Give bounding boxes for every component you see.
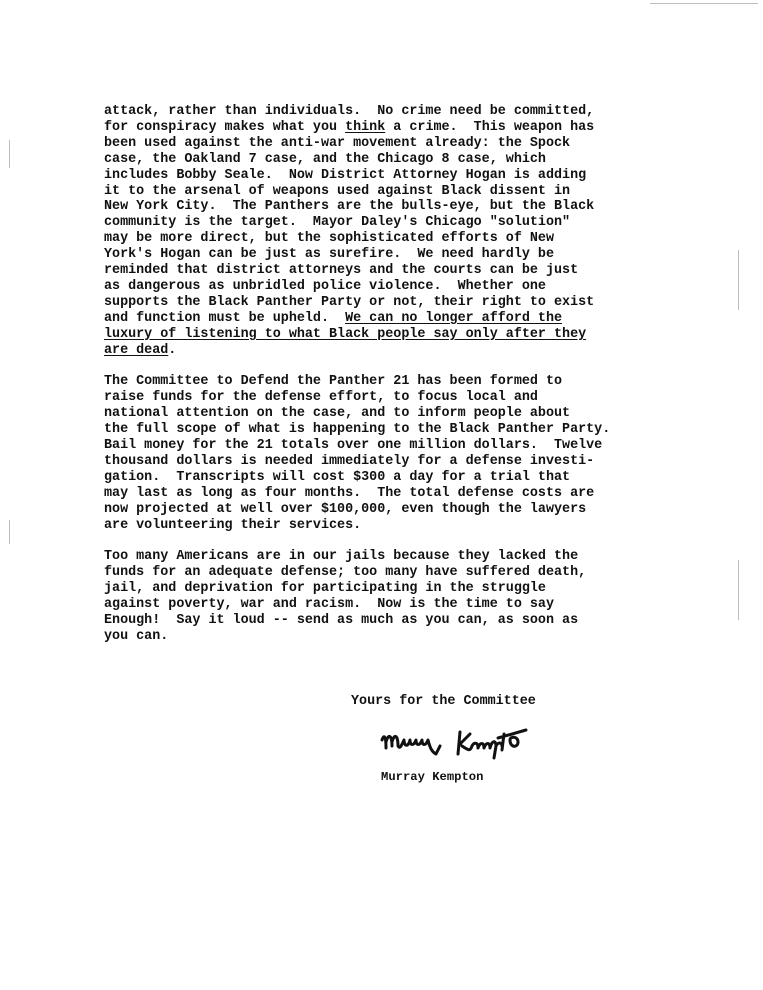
text-segment: and function must be upheld.: [104, 310, 346, 326]
text-line: [104, 343, 644, 359]
scan-edge-mark: [9, 520, 10, 544]
text-line: [104, 311, 644, 327]
text-line: may last as long as four months. The total defense costs are: [104, 485, 595, 501]
text-line: national attention on the case, and to inform people about: [104, 406, 571, 422]
paragraph-committee: [104, 374, 644, 533]
text-line: community is the target. Mayor Daley's Chicago "solution": [104, 215, 571, 231]
text-line: York's Hogan can be just as surefire. We need hardly be: [104, 247, 554, 263]
scan-edge-mark: [650, 3, 758, 4]
text-line: thousand dollars is needed immediately for a defense investi-: [104, 453, 595, 469]
text-line: been used against the anti-war movement already: the Spock: [104, 135, 571, 151]
text-line: raise funds for the defense effort, to focus local and: [104, 390, 538, 406]
underlined-phrase: We can no longer afford the: [345, 310, 563, 326]
text-line: reminded that district attorneys and the courts can be just: [104, 263, 579, 279]
paragraph-conspiracy: [104, 104, 644, 359]
text-line: [104, 120, 644, 136]
text-line: Bail money for the 21 totals over one million dollars. Twelve: [104, 438, 603, 454]
scan-edge-mark: [738, 250, 739, 310]
underlined-text-line: luxury of listening to what Black people say only after they: [104, 326, 587, 342]
closing-salutation: Yours for the Committee: [351, 694, 536, 709]
text-line: as dangerous as unbridled police violence. Whether one: [104, 278, 546, 294]
text-segment: a crime. This weapon has: [385, 119, 595, 135]
text-line: gation. Transcripts will cost $300 a day for a trial that: [104, 469, 571, 485]
text-segment: for conspiracy makes what you: [104, 119, 346, 135]
text-line: the full scope of what is happening to the Black Panther Party.: [104, 422, 611, 438]
text-line: jail, and deprivation for participating in the struggle: [104, 581, 546, 597]
scan-edge-mark: [738, 560, 739, 620]
text-line: you can.: [104, 628, 169, 644]
text-segment: .: [168, 342, 177, 358]
text-line: may be more direct, but the sophisticated efforts of New: [104, 231, 554, 247]
text-line: against poverty, war and racism. Now is the time to say: [104, 597, 554, 613]
signature-text: Murray Kempton: [378, 724, 385, 725]
paragraph-appeal: [104, 549, 644, 644]
text-line: attack, rather than individuals. No crime need be committed,: [104, 104, 595, 119]
handwritten-signature: [378, 724, 538, 764]
signer-name: Murray Kempton: [381, 770, 484, 784]
text-line: case, the Oakland 7 case, and the Chicago 8 case, which: [104, 151, 546, 167]
underlined-word-think: think: [345, 119, 386, 135]
text-line: The Committee to Defend the Panther 21 has been formed to: [104, 374, 563, 390]
text-line: now projected at well over $100,000, even though the lawyers: [104, 501, 587, 517]
text-line: New York City. The Panthers are the bulls-eye, but the Black: [104, 199, 595, 215]
underlined-phrase: are dead: [104, 342, 169, 358]
text-line: are volunteering their services.: [104, 517, 362, 533]
scan-edge-mark: [9, 140, 10, 168]
text-line: supports the Black Panther Party or not, their right to exist: [104, 294, 595, 310]
text-line: Enough! Say it loud -- send as much as you can, as soon as: [104, 612, 579, 628]
text-line: includes Bobby Seale. Now District Attorney Hogan is adding: [104, 167, 587, 183]
text-line: it to the arsenal of weapons used against Black dissent in: [104, 183, 571, 199]
letter-body: [104, 104, 644, 661]
text-line: funds for an adequate defense; too many have suffered death,: [104, 565, 587, 581]
text-line: Too many Americans are in our jails because they lacked the: [104, 549, 579, 565]
